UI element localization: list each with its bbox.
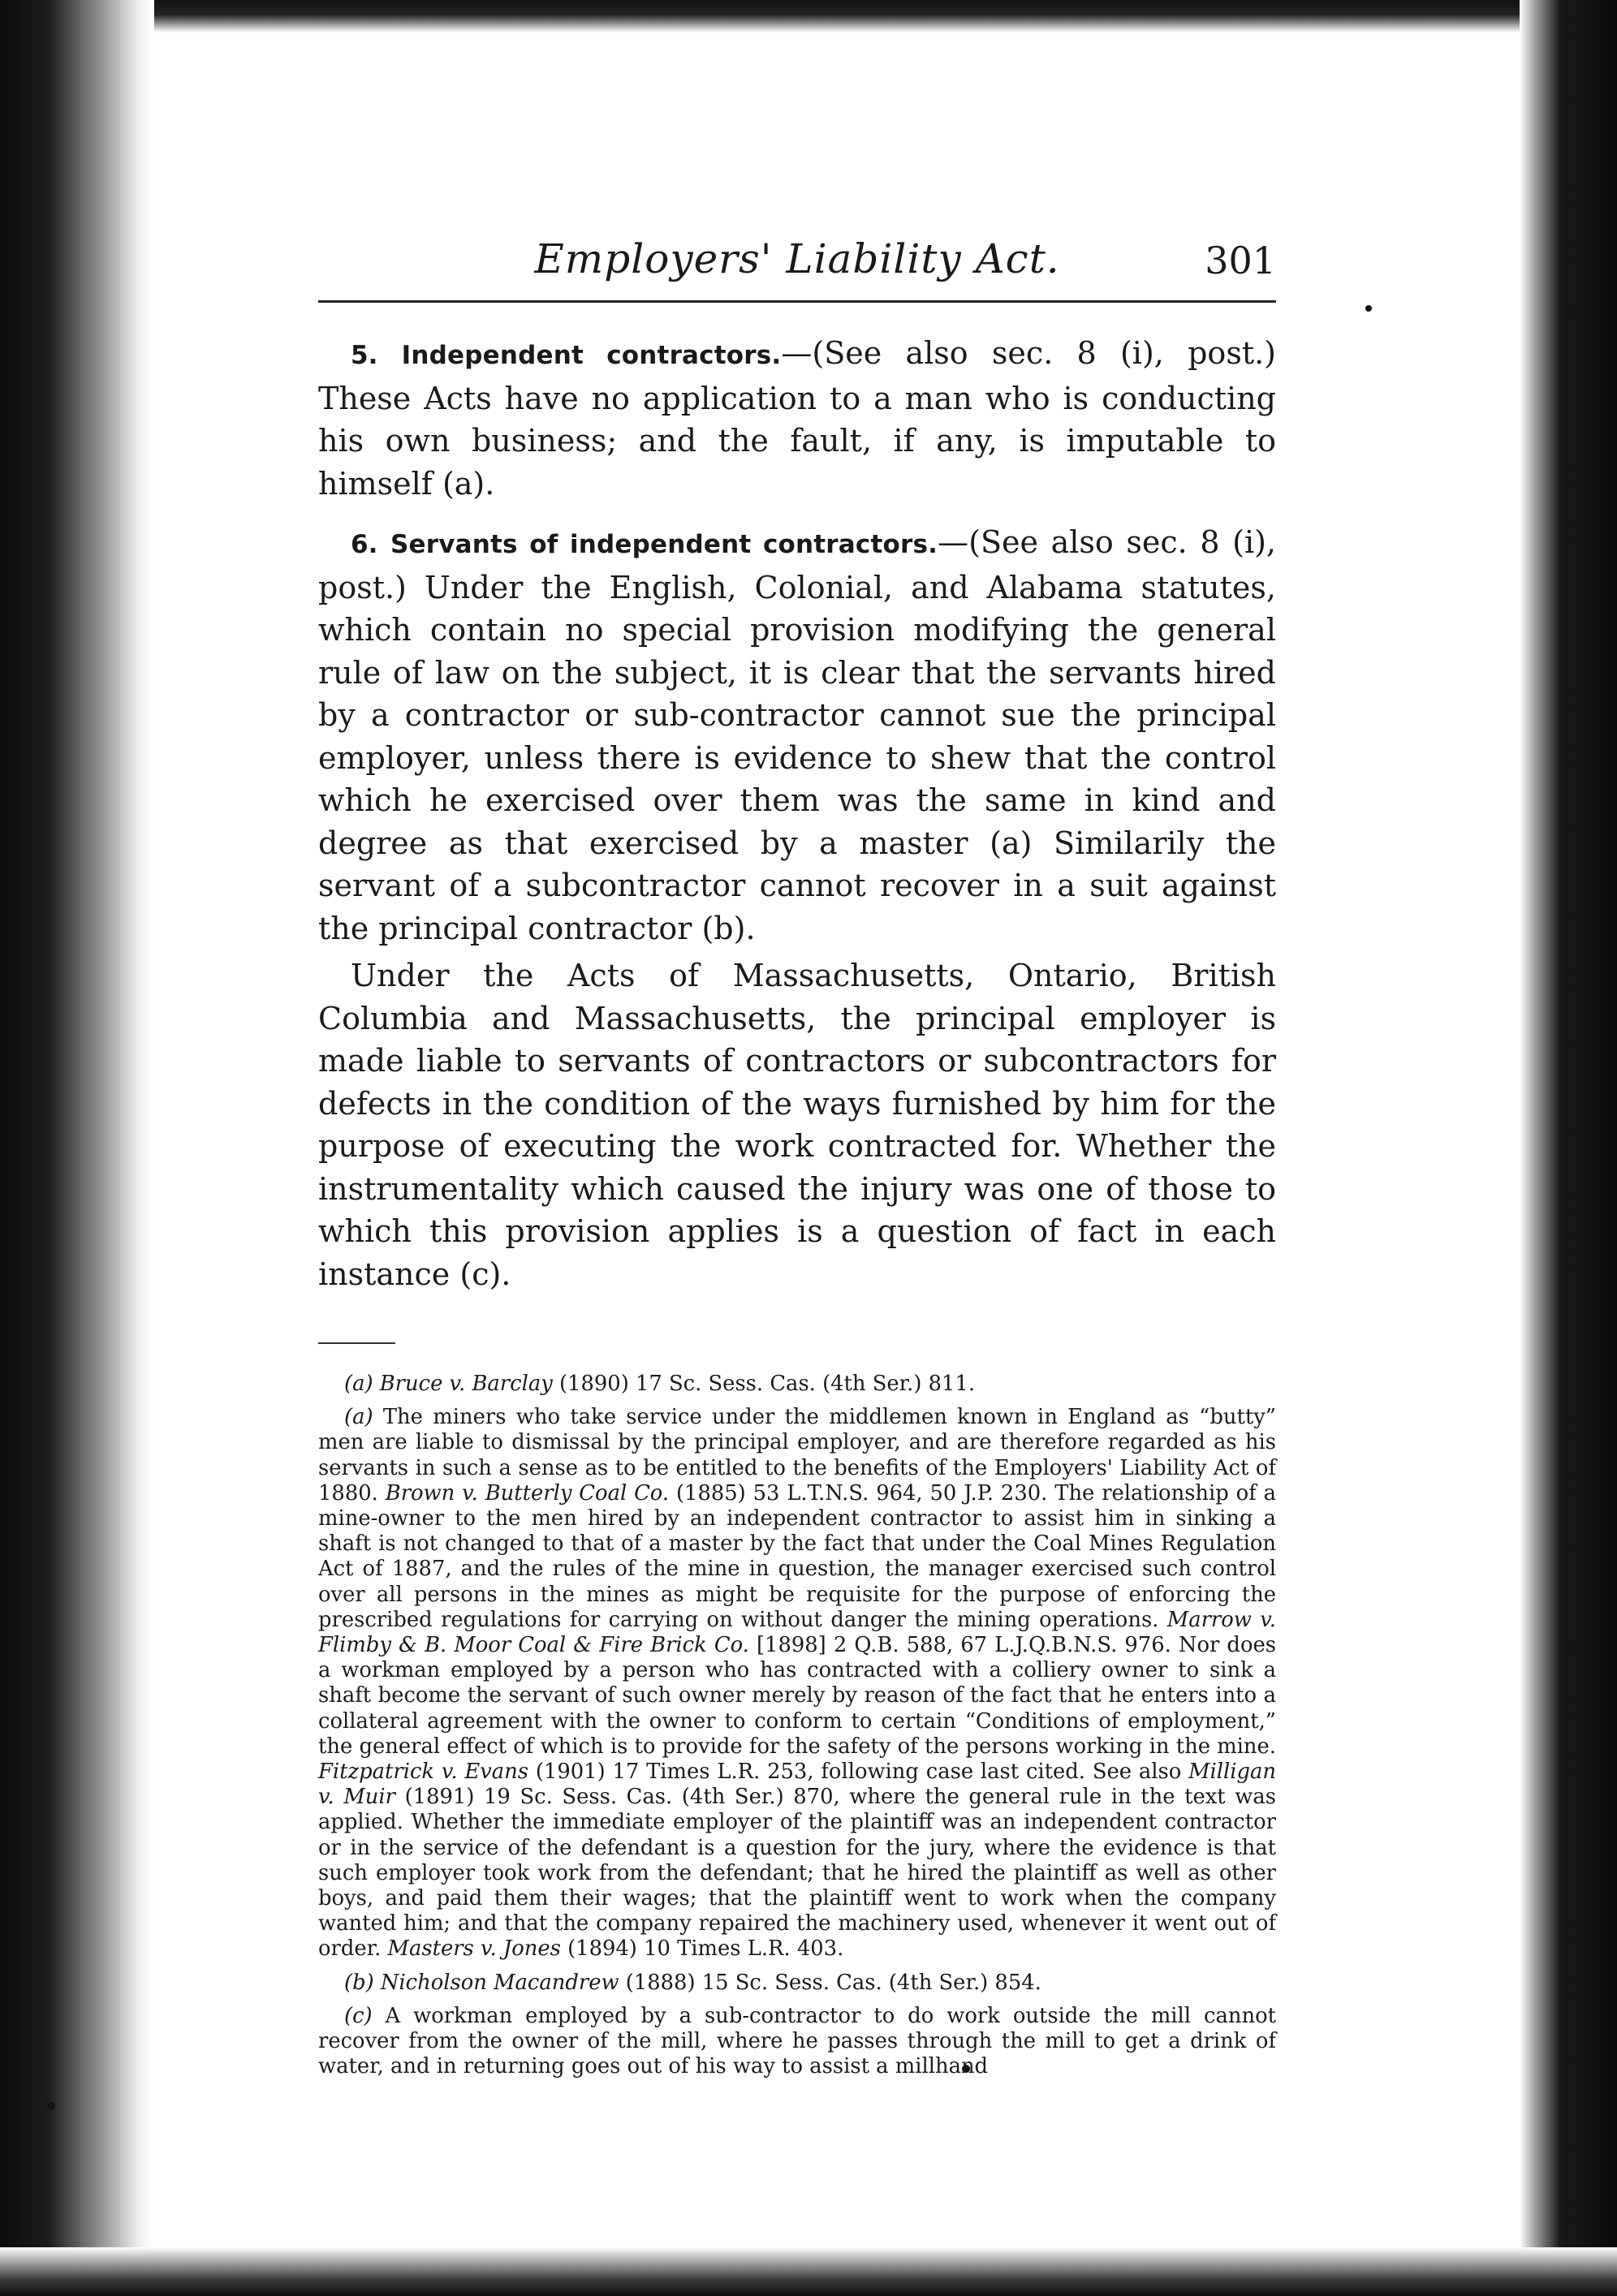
footnote-rule xyxy=(318,1342,395,1344)
case-name: Marrow v. Flimby & B. Moor Coal & Fire Brick Co. xyxy=(318,1607,1276,1658)
footnote-a1 xyxy=(318,1372,1276,1397)
scan-edge-bottom xyxy=(0,2247,1617,2296)
section-6 xyxy=(318,521,1276,1295)
section-6-paragraph-2: Under the Acts of Massachusetts, Ontario, British Columbia and Massachusetts, the principal employer is made liable to servants of contractors or subcontractors for defects in the condition of the ways furnished by him for the purpose of executing the work contracted for. Whether the instrumentality which caused the injury was one of those to which this provision applies is a question of fact in each instance (c). xyxy=(318,958,1276,1292)
footnote-mark: (a) xyxy=(344,1372,373,1396)
scan-speck xyxy=(1365,305,1372,312)
scan-edge-top xyxy=(0,0,1617,32)
footnote-text: (1890) 17 Sc. Sess. Cas. (4th Ser.) 811. xyxy=(552,1372,976,1396)
case-name: Brown v. Butterly Coal Co. xyxy=(385,1480,670,1506)
case-name: Nicholson Macandrew xyxy=(380,1970,619,1995)
footnote-text: (1891) 19 Sc. Sess. Cas. (4th Ser.) 870, where the general rule in the text was applied. Whether the immediate employer of the plaintiff was an independent contractor or in the service of the defendant is a question for the jury, where the evidence is that such employer took work from the defendant; that he hired the plaintiff as well as other boys, and paid them their wages; that the plaintiff went to work when the company wanted him; and that the company repaired the machinery used, whenever it went out of order. xyxy=(318,1785,1277,1962)
footnote-text: (1901) 17 Times L.R. 253, following case last cited. See also xyxy=(528,1760,1189,1785)
case-name: Milligan v. Muir xyxy=(318,1760,1276,1810)
footnote-a2 xyxy=(318,1405,1276,1962)
case-name: Fitzpatrick v. Evans xyxy=(318,1760,529,1785)
section-5-paragraph xyxy=(318,332,1276,505)
footnote-text: (1894) 10 Times L.R. 403. xyxy=(560,1936,844,1962)
case-name: Masters v. Jones xyxy=(387,1936,561,1962)
footnote-text: [1898] 2 Q.B. 588, 67 L.J.Q.B.N.S. 976. Nor does a workman employed by a person who has contracted with a colliery owner to sink a shaft become the servant of such owner merely by reason of the fact that he enters into a collateral agreement with the owner to conform to certain “Conditions of employment,” the general effect of which is to provide for the safety of the persons working in the mine. xyxy=(318,1633,1276,1759)
running-title: Employers' Liability Act. xyxy=(534,235,1060,282)
section-6-number: 6. xyxy=(351,530,378,559)
section-5-heading: Independent contractors. xyxy=(401,341,782,370)
footnote-text: The miners who take service under the middlemen known in England as “butty” men are liable to dismissal by the principal employer, and are therefore regarded as his servants in such a sense as to be entitled to the benefits of the Employers' Liability Act of 1880. xyxy=(318,1405,1276,1506)
case-name: Bruce v. Barclay xyxy=(379,1372,553,1396)
section-6-heading: Servants of independent contractors. xyxy=(390,530,938,559)
section-5-text: —(See also sec. 8 (i), post.) These Acts have no application to a man who is conducting his own business; and the fault, if any, is imputable to himself (a). xyxy=(318,335,1276,502)
scan-edge-left xyxy=(0,0,154,2296)
footnotes xyxy=(318,1372,1276,2079)
book-page xyxy=(318,235,1276,2232)
footnote-text: A workman employed by a sub-contractor to do work outside the mill cannot recover from the owner of the mill, where he passes through the mill to get a drink of water, and in returning goes out of his way to assist a millhand xyxy=(318,2003,1276,2079)
footnote-mark: (c) xyxy=(344,2003,373,2028)
section-6-text: —(See also sec. 8 (i), post.) Under the English, Colonial, and Alabama statutes, which contain no special provision modifying the general rule of law on the subject, it is clear that the servants hired by a contractor or sub-contractor cannot sue the principal employer, unless there is evidence to shew that the control which he exercised over them was the same in kind and degree as that exercised by a master (a) Similarily the servant of a subcontractor cannot recover in a suit against the principal contractor (b). xyxy=(318,524,1276,946)
section-5-number: 5. xyxy=(351,341,378,370)
page-number: 301 xyxy=(1205,239,1276,282)
footnote-c xyxy=(318,2004,1276,2080)
footnote-mark: (a) xyxy=(344,1405,373,1430)
running-head xyxy=(318,235,1276,303)
section-5 xyxy=(318,332,1276,505)
section-6-paragraph-1 xyxy=(318,521,1276,950)
footnote-mark: (b) xyxy=(344,1970,374,1995)
scan-edge-right xyxy=(1520,0,1617,2296)
footnote-b xyxy=(318,1971,1276,1996)
scan-speck xyxy=(47,2102,55,2110)
footnote-text: (1888) 15 Sc. Sess. Cas. (4th Ser.) 854. xyxy=(619,1970,1041,1995)
footnote-text: (1885) 53 L.T.N.S. 964, 50 J.P. 230. The relationship of a mine-owner to the men hired by an independent contractor to assist him in sinking a shaft is not changed to that of a master by the fact that under the Coal Mines Regulation Act of 1887, and the rules of the mine in question, the manager exercised such control over all persons in the mines as might be requisite for the purpose of enforcing the prescribed regulations for carrying on without danger the mining operations. xyxy=(318,1480,1277,1632)
